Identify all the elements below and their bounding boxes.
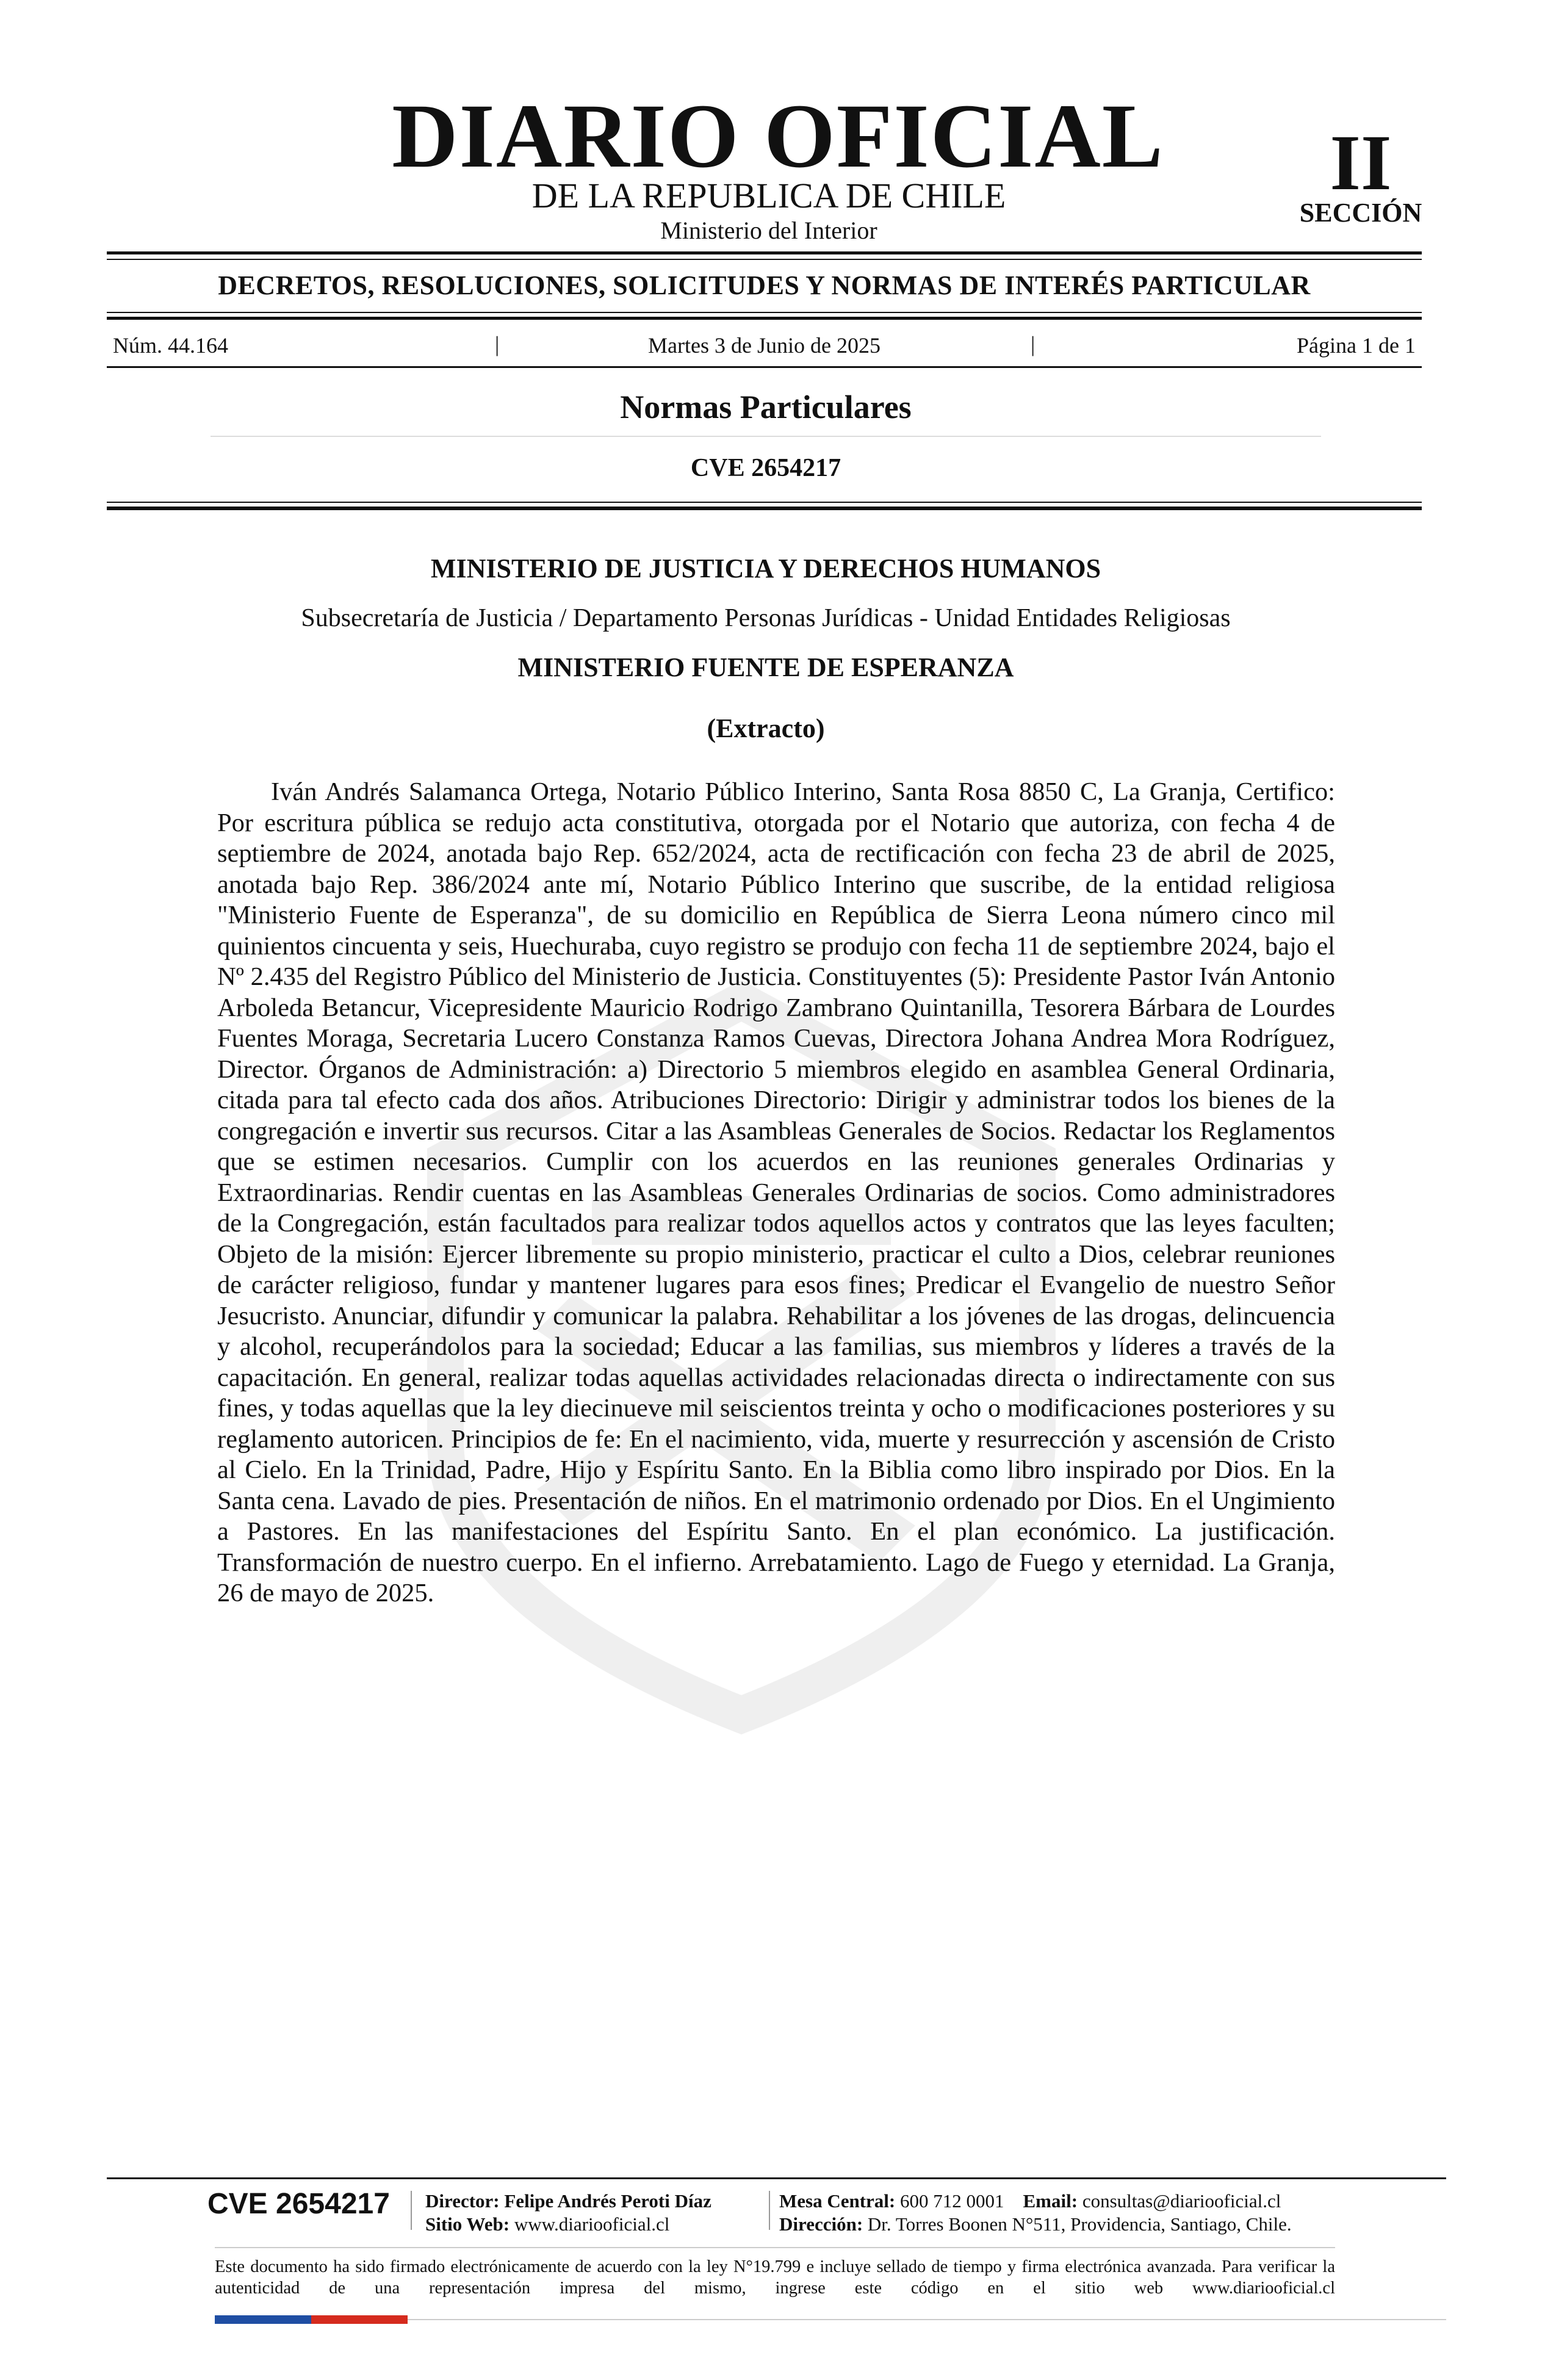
flag-stripe-red [311, 2315, 408, 2324]
footer-divider [411, 2191, 412, 2230]
header-rule-top-thin [107, 259, 1422, 260]
meta-separator: | [495, 332, 500, 356]
footer-rule-top [107, 2177, 1446, 2179]
director-name: Felipe Andrés Peroti Díaz [504, 2190, 711, 2212]
address-label: Dirección: [779, 2213, 863, 2235]
section-label: SECCIÓN [1299, 198, 1422, 228]
footer-rule-bottom [408, 2319, 1446, 2320]
meta-rule [107, 366, 1422, 368]
subsecretaria-line: Subsecretaría de Justicia / Departamento Personas Jurídicas - Unidad Entidades Religiosas [301, 604, 1231, 632]
body-rule-thick [107, 507, 1422, 510]
footer-director-block [425, 2190, 711, 2236]
header-rule-mid-thin [107, 312, 1422, 313]
category-underline [211, 436, 1321, 437]
mesa-phone: 600 712 0001 [900, 2190, 1004, 2212]
category-title: Normas Particulares [620, 389, 912, 425]
masthead-ministry: Ministerio del Interior [660, 217, 877, 244]
entity-name: MINISTERIO FUENTE DE ESPERANZA [517, 652, 1014, 682]
masthead-subtitle: DE LA REPUBLICA DE CHILE [531, 176, 1006, 215]
body-rule-thin [107, 502, 1422, 503]
address-value: Dr. Torres Boonen N°511, Providencia, Santiago, Chile. [867, 2213, 1292, 2235]
section-number: II [1330, 119, 1392, 207]
footer-contact-block [779, 2190, 1292, 2236]
header-rule-top-thick [107, 251, 1422, 254]
header-rule-mid-thick [107, 317, 1422, 320]
extract-body: Iván Andrés Salamanca Ortega, Notario Público Interino, Santa Rosa 8850 C, La Granja, Certifico: Por escritura pública se redujo acta constitutiva, otorgada por el Notario que autoriza, con fecha 4 de septiembre de 2024, anotada bajo Rep. 652/2024, acta de rectificación con fecha 23 de abril de 2025, anotada bajo Rep. 386/2024 ante mí, Notario Público Interino que suscribe, de la entidad religiosa "Ministerio Fuente de Esperanza", de su domicilio en República de Sierra Leona número cinco mil quinientos cincuenta y seis, Huechuraba, cuyo registro se produjo con fecha 11 de septiembre 2024, bajo el Nº 2.435 del Registro Público del Ministerio de Justicia. Constituyentes (5): Presidente Pastor Iván Antonio Arboleda Betancur, Vicepresidente Mauricio Rodrigo Zambrano Quintanilla, Tesorera Bárbara de Lourdes Fuentes Moraga, Secretaria Lucero Constanza Ramos Cuevas, Directora Johana Andrea Mora Rodríguez, Director. Órganos de Administración: a) Directorio 5 miembros elegido en asamblea General Ordinaria, citada para tal efecto cada dos años. Atribuciones Directorio: Dirigir y administrar todos los bienes de la congregación e invertir sus recursos. Citar a las Asambleas Generales de Socios. Redactar los Reglamentos que se estimen necesarios. Cumplir con los acuerdos en las reuniones generales Ordinarias y Extraordinarias. Rendir cuentas en las Asambleas Generales Ordinarias de socios. Como administradores de la Congregación, están facultados para realizar todos aquellos actos y contratos que las leyes faculten; Objeto de la misión: Ejercer libremente su propio ministerio, practicar el culto a Dios, celebrar reuniones de carácter religioso, fundar y mantener lugares para esos fines; Predicar el Evangelio de nuestro Señor Jesucristo. Anunciar, difundir y comunicar la palabra. Rehabilitar a los jóvenes de las drogas, delincuencia y alcohol, recuperándolos para la sociedad; Educar a las familias, sus miembros y líderes a través de la capacitación. En general, realizar todas aquellas actividades relacionadas directa o indirectamente con sus fines, y todas aquellas que la ley diecinueve mil seiscientos treinta y ocho o modificaciones posteriores y su reglamento autoricen. Principios de fe: En el nacimiento, vida, muerte y resurrección y ascensión de Cristo al Cielo. En la Trinidad, Padre, Hijo y Espíritu Santo. En la Biblia como libro inspirado por Dios. En la Santa cena. Lavado de pies. Presentación de niños. En el matrimonio ordenado por Dios. En el Ungimiento a Pastores. En las manifestaciones del Espíritu Santo. En el plan económico. La justificación. Transformación de nuestro cuerpo. En el infierno. Arrebatamiento. Lago de Fuego y eternidad. La Granja, 26 de mayo de 2025. [217, 777, 1335, 1607]
ministry-heading: MINISTERIO DE JUSTICIA Y DERECHOS HUMANOS [430, 554, 1101, 583]
footer-divider [769, 2191, 770, 2230]
director-label: Director: [425, 2190, 500, 2212]
mesa-label: Mesa Central: [779, 2190, 896, 2212]
footer-rule-mid [215, 2247, 1335, 2248]
extract-label: (Extracto) [707, 713, 825, 743]
issue-number: Núm. 44.164 [113, 333, 228, 358]
flag-stripe-blue [215, 2315, 311, 2324]
cve-code: CVE 2654217 [690, 454, 841, 482]
masthead-title: DIARIO OFICIAL [392, 85, 1164, 187]
email-link[interactable]: consultas@diariooficial.cl [1082, 2190, 1281, 2212]
page-indicator: Página 1 de 1 [1297, 333, 1416, 358]
website-label: Sitio Web: [425, 2213, 510, 2235]
footer-legal-notice: Este documento ha sido firmado electrónicamente de acuerdo con la ley N°19.799 e incluye sellado de tiempo y firma electrónica avanzada. Para verificar la autenticidad de una representación impresa del mismo, ingrese este código en el sitio web www.diariooficial.cl [215, 2257, 1335, 2298]
website-link[interactable]: www.diariooficial.cl [514, 2213, 670, 2235]
issue-date: Martes 3 de Junio de 2025 [648, 333, 881, 358]
meta-separator: | [1031, 332, 1036, 356]
section-title: DECRETOS, RESOLUCIONES, SOLICITUDES Y NORMAS DE INTERÉS PARTICULAR [218, 270, 1311, 300]
footer-cve: CVE 2654217 [207, 2188, 390, 2220]
email-label: Email: [1023, 2190, 1078, 2212]
